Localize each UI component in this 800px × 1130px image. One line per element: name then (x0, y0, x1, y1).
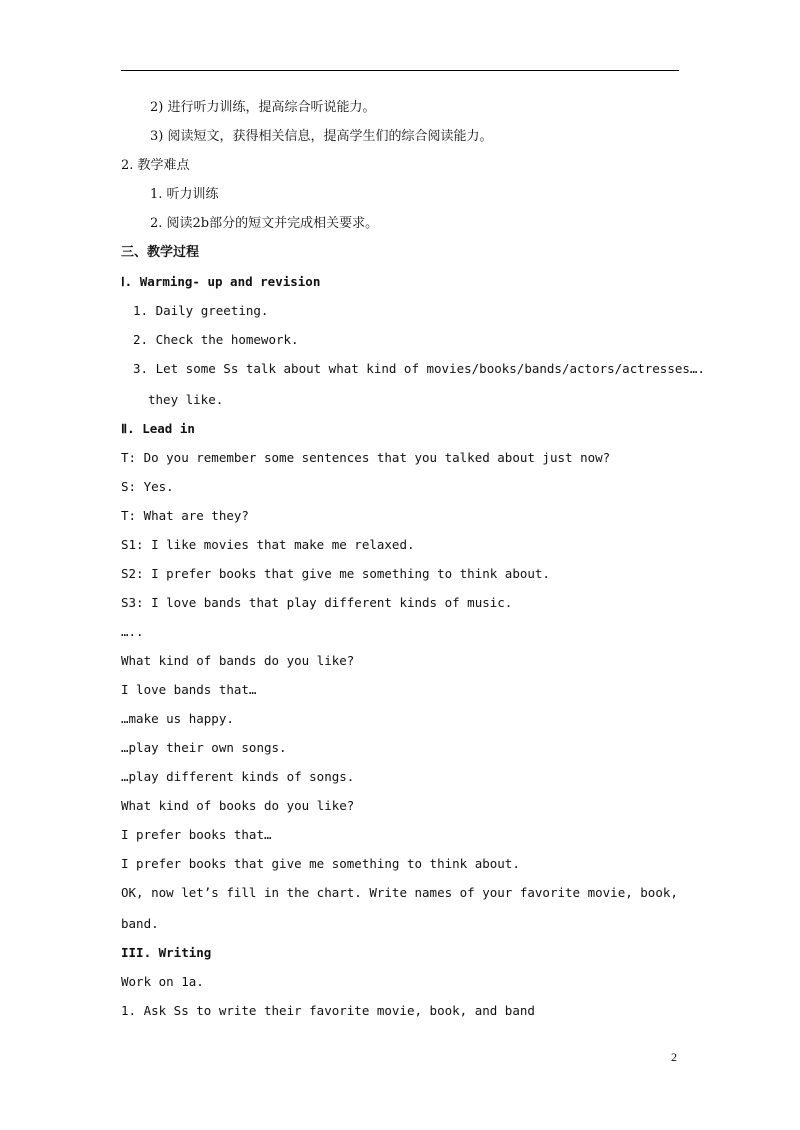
dialogue-line: S2: I prefer books that give me something to think about. (121, 566, 550, 581)
dialogue-line: T: What are they? (121, 508, 249, 523)
dialogue-line: S: Yes. (121, 479, 174, 494)
section-warming-up-heading: Ⅰ. Warming- up and revision (121, 274, 321, 289)
process-heading: 三、教学过程 (121, 245, 200, 260)
difficulties-heading: 2. 教学难点 (121, 158, 190, 173)
body-line: …play different kinds of songs. (121, 769, 355, 784)
warming-item-3: 3. Let some Ss talk about what kind of movies/books/bands/actors/actresses…. (133, 361, 705, 376)
instruction-line-continued: band. (121, 916, 159, 931)
body-line: I prefer books that give me something to think about. (121, 856, 520, 871)
warming-item-1: 1. Daily greeting. (133, 303, 269, 318)
section-lead-in-heading: Ⅱ. Lead in (121, 421, 195, 436)
writing-task-item-1: 1. Ask Ss to write their favorite movie, book, and band (121, 1003, 535, 1018)
body-line: I prefer books that… (121, 827, 272, 842)
body-line: I love bands that… (121, 682, 257, 697)
body-line: …make us happy. (121, 711, 234, 726)
section-writing-heading: III. Writing (121, 945, 212, 960)
objective-item-3: 3) 阅读短文，获得相关信息，提高学生们的综合阅读能力。 (150, 129, 493, 144)
body-line: What kind of books do you like? (121, 798, 355, 813)
instruction-line: OK, now let’s fill in the chart. Write names of your favorite movie, book, (121, 885, 678, 900)
dialogue-line: S3: I love bands that play different kinds of music. (121, 595, 513, 610)
body-line: What kind of bands do you like? (121, 653, 355, 668)
warming-item-2: 2. Check the homework. (133, 332, 299, 347)
page-number: 2 (671, 1050, 677, 1064)
body-line: …play their own songs. (121, 740, 287, 755)
difficulty-item-1: 1. 听力训练 (150, 187, 219, 202)
dialogue-line: T: Do you remember some sentences that you talked about just now? (121, 450, 611, 465)
header-rule (121, 70, 679, 71)
difficulty-item-2: 2. 阅读2b部分的短文并完成相关要求。 (150, 216, 379, 231)
dialogue-line: S1: I like movies that make me relaxed. (121, 537, 415, 552)
writing-task-line: Work on 1a. (121, 974, 204, 989)
warming-item-3-continued: they like. (148, 392, 224, 407)
objective-item-2: 2) 进行听力训练，提高综合听说能力。 (150, 100, 376, 115)
ellipsis-line: ….. (121, 624, 144, 639)
